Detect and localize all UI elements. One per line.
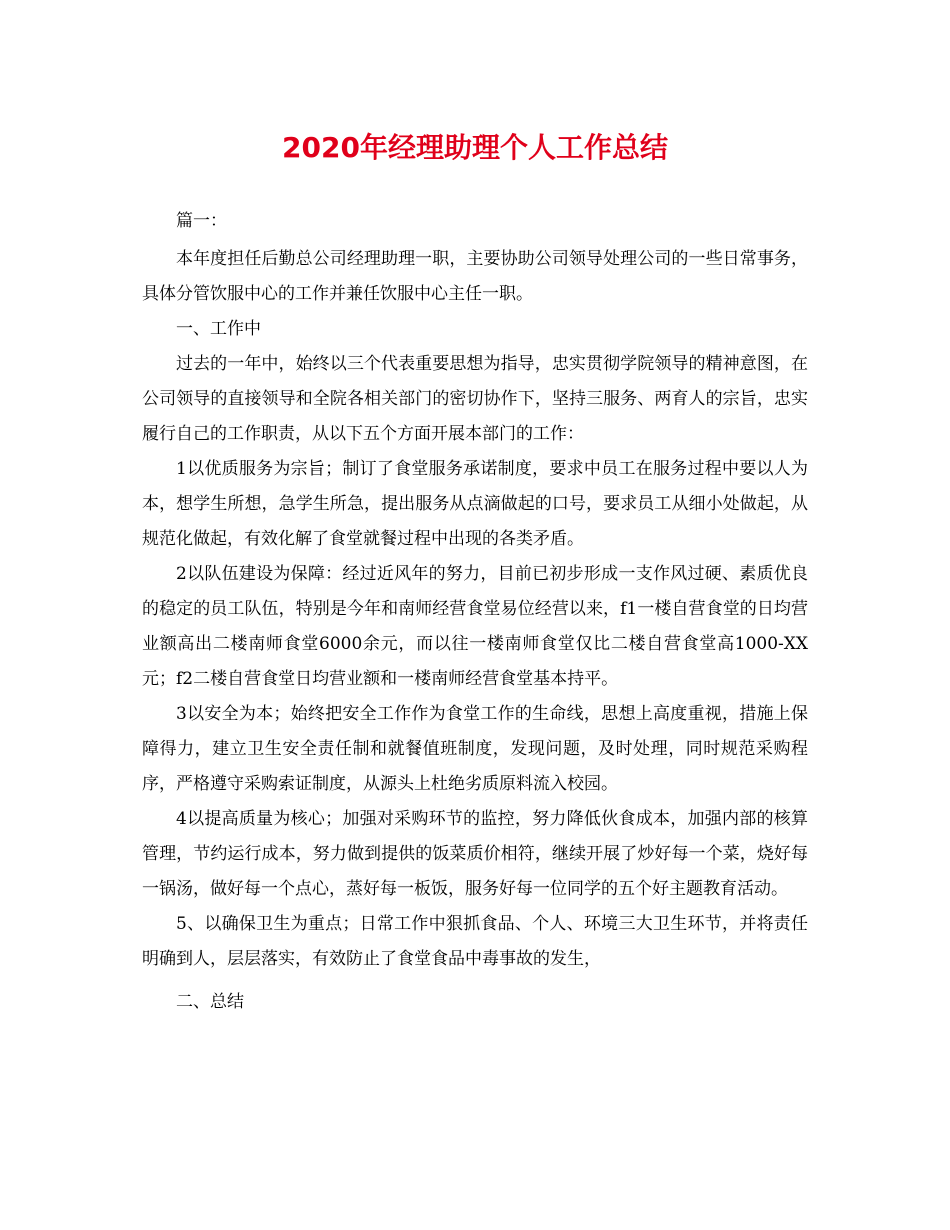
- work-overview-paragraph: 过去的一年中，始终以三个代表重要思想为指导，忠实贯彻学院领导的精神意图，在公司领导的直接领导和全院各相关部门的密切协作下，坚持三服务、两育人的宗旨，忠实履行自己的工作职责，从以下五个方面开展本部门的工作：: [142, 354, 808, 444]
- section-heading-work: 一、工作中: [176, 319, 261, 339]
- work-item-3-paragraph: 3以安全为本；始终把安全工作作为食堂工作的生命线，思想上高度重视，措施上保障得力，建立卫生安全责任制和就餐值班制度，发现问题，及时处理，同时规范采购程序，严格遵守采购索证制度，从源头上杜绝劣质原料流入校园。: [142, 704, 808, 794]
- work-item-5-paragraph: 5、以确保卫生为重点；日常工作中狠抓食品、个人、环境三大卫生环节，并将责任明确到人，层层落实，有效防止了食堂食品中毒事故的发生，: [142, 914, 808, 969]
- work-item-1-paragraph: 1以优质服务为宗旨；制订了食堂服务承诺制度，要求中员工在服务过程中要以人为本，想学生所想，急学生所急，提出服务从点滴做起的口号，要求员工从细小处做起，从规范化做起，有效化解了食堂就餐过程中出现的各类矛盾。: [142, 459, 808, 549]
- document-title: 2020年经理助理个人工作总结: [282, 131, 668, 164]
- section-heading-summary: 二、总结: [176, 992, 244, 1012]
- work-item-4-paragraph: 4以提高质量为核心；加强对采购环节的监控，努力降低伙食成本，加强内部的核算管理，节约运行成本，努力做到提供的饭菜质价相符，继续开展了炒好每一个菜，烧好每一锅汤，做好每一个点心，蒸好每一板饭，服务好每一位同学的五个好主题教育活动。: [142, 809, 808, 899]
- intro-paragraph: 本年度担任后勤总公司经理助理一职，主要协助公司领导处理公司的一些日常事务，具体分管饮服中心的工作并兼任饮服中心主任一职。: [142, 249, 808, 304]
- work-item-2-paragraph: 2以队伍建设为保障：经过近风年的努力，目前已初步形成一支作风过硬、素质优良的稳定的员工队伍，特别是今年和南师经营食堂易位经营以来，f1一楼自营食堂的日均营业额高出二楼南师食堂6000余元，而以往一楼南师食堂仅比二楼自营食堂高1000-XX元；f2二楼自营食堂日均营业额和一楼南师经营食堂基本持平。: [142, 564, 808, 689]
- document-body: [142, 204, 808, 1020]
- part-label: 篇一：: [176, 211, 227, 231]
